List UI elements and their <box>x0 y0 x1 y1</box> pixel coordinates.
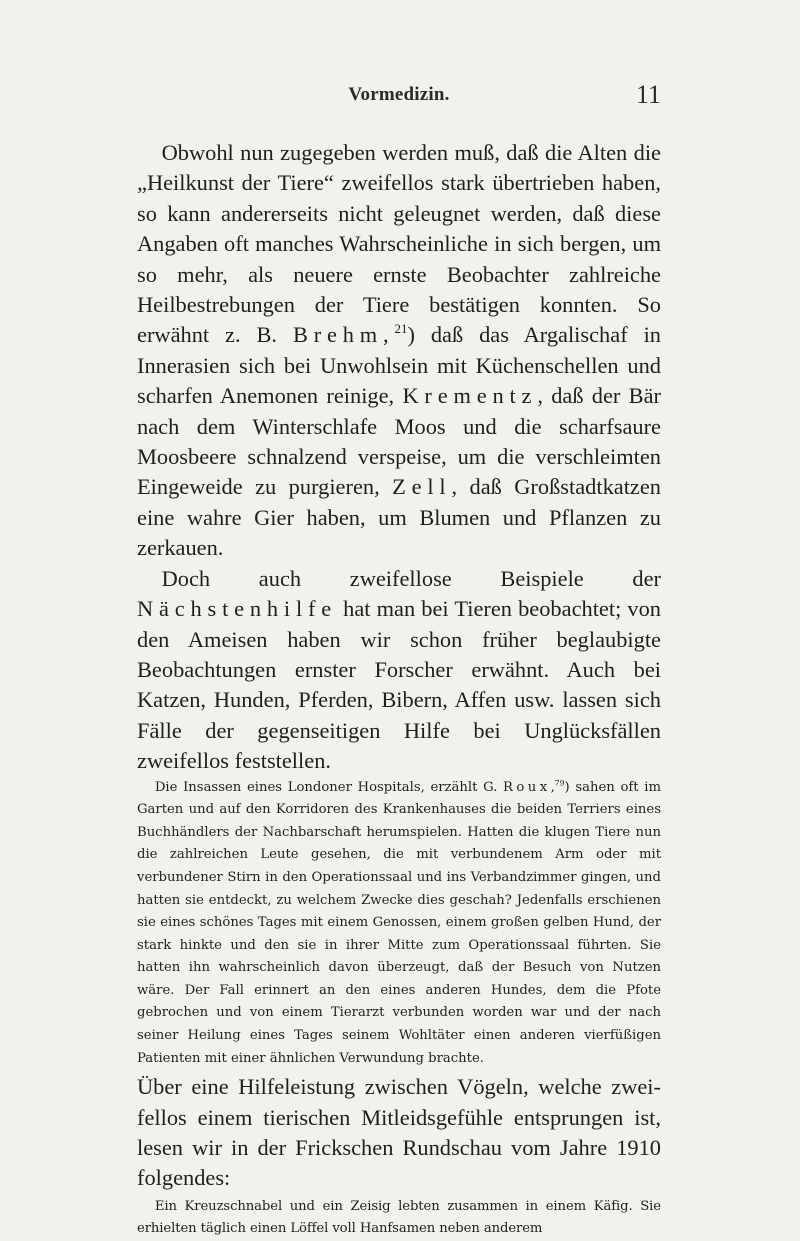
author-name-zell: Zell <box>392 474 452 500</box>
author-name-roux: Roux <box>503 779 551 795</box>
paragraph-birds-story: Ein Kreuzschnabel und ein Zeisig lebten zusammen in einem Käfig. Sie erhielten täglich einen Löffel voll Hanfsamen neben anderem <box>137 1198 661 1237</box>
text-run: ) daß das Argalischaf in Innerasien sich bei Unwohlsein mit Küchenschellen und scharfen Anemonen reinige, <box>137 322 661 409</box>
text-run: hat man bei Tieren beobachtet; von den Ameisen haben wir schon früher beglaubigte Beobachtungen ernster Forscher erwähnt. Auch bei Katzen, Hunden, Pferden, Bibern, Affen usw. lassen sich Fälle der gegenseitigen Hilfe bei Unglücksfällen zweifellos feststellen. <box>137 596 661 774</box>
page-header <box>137 80 661 114</box>
text-run: , <box>550 779 555 795</box>
text-run: Die Insassen eines Londoner Hospitals, erzählt G. <box>154 779 504 795</box>
paragraph-healing-animals <box>137 138 661 564</box>
text-run: , daß Großstadtkatzen eine wahre Gier haben, um Blumen und Pflanzen zu zerkauen. <box>137 474 661 561</box>
text-run: Obwohl nun zugegeben werden muß, daß die Alten die „Heilkunst der Tiere“ zweifellos stark übertrieben haben, so kann andererseits nicht geleugnet werden, daß diese Angaben oft manches Wahrscheinliche in sich bergen, um so mehr, als neuere ernste Beobachter zahlreiche Heilbestrebungen der Tiere bestätigen konnten. So erwähnt z. B. <box>137 140 661 348</box>
body-text <box>137 138 661 1241</box>
running-head: Vormedizin. <box>348 84 450 105</box>
footnote-ref: 21 <box>394 321 408 337</box>
paragraph-hospital-terriers <box>137 777 661 1071</box>
text-run: , daß der Bär nach dem Winterschlafe Moos und die scharfsaure Moosbeere schnalzend verspeise, um die verschleimten Eingeweide zu purgieren, <box>137 383 661 500</box>
paragraph-birds-intro: Über eine Hilfeleistung zwischen Vögeln, welche zweifellos einem tierischen Mitleidsgefühle entsprungen ist, lesen wir in der Frickschen Rundschau vom Jahre 1910 folgendes: <box>137 1074 661 1191</box>
text-run: Doch auch zweifellose Beispiele der <box>161 565 661 591</box>
page-number: 11 <box>635 80 661 109</box>
author-name-krementz: Krementz <box>402 383 538 409</box>
paragraph-mutual-aid <box>137 564 661 777</box>
footnote-ref: 79 <box>554 778 565 788</box>
author-name-brehm: Brehm, <box>292 322 395 348</box>
emphasized-term: Nächstenhilfe <box>137 596 338 622</box>
text-run: ) sahen oft im Garten und auf den Korridoren des Krankenhauses die beiden Terriers eines Buchhändlers der Nachbarschaft herumspielen. Hatten die klugen Tiere nun die zahlreichen Leute gesehen, die mit verbundenem Arm oder mit verbundener Stirn in den Operationssaal und ins Verbandzimmer gingen, und hatten sie entdeckt, zu welchem Zwecke dies geschah? Jedenfalls erschienen sie eines schönes Tages mit einem Genossen, einem großen gelben Hund, der stark hinkte und den sie in ihrer Mitte zum Operationssaal führten. Sie hatten ihn wahrscheinlich davon überzeugt, daß der Besuch von Nutzen wäre. Der Fall erinnert an den eines anderen Hundes, dem die Pfote gebrochen und von einem Tierarzt verbunden worden war und der nach seiner Heilung eines Tages seinem Wohltäter einen anderen vierfüßigen Patienten mit einer ähnlichen Verwundung brachte. <box>137 779 661 1066</box>
